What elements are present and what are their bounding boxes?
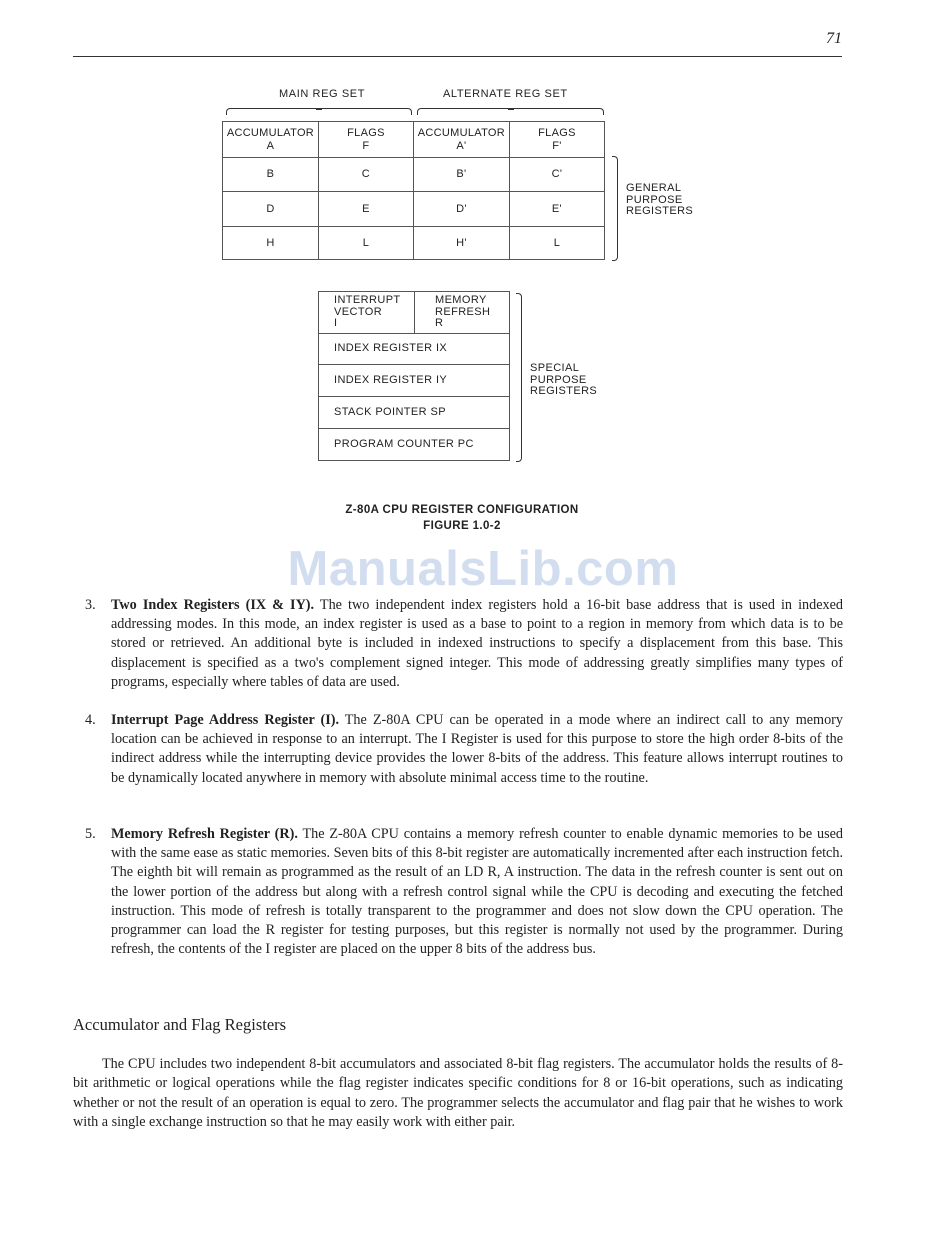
figure-caption-title: Z-80A CPU REGISTER CONFIGURATION	[345, 504, 579, 516]
cell-line: MEMORY	[435, 294, 487, 307]
alternate-reg-set-label: ALTERNATE REG SET	[443, 88, 568, 100]
register-letter: F'	[552, 139, 562, 152]
cell-line: INTERRUPT	[334, 294, 401, 307]
item-title: Two Index Registers (IX & IY).	[111, 597, 315, 613]
stack-pointer-cell: STACK POINTER SP	[319, 397, 510, 429]
special-register-grid	[318, 291, 510, 461]
memory-refresh-cell	[415, 292, 510, 334]
register-cell	[223, 122, 319, 158]
register-cell: L	[509, 227, 604, 260]
register-cell: C	[318, 158, 413, 192]
register-cell: B'	[413, 158, 509, 192]
brace-label-line: SPECIAL	[530, 362, 580, 374]
register-cell: D'	[413, 192, 509, 227]
item-number: 4.	[85, 712, 96, 728]
general-purpose-brace	[612, 156, 618, 261]
program-counter-cell: PROGRAM COUNTER PC	[319, 429, 510, 461]
register-name: FLAGS	[538, 126, 576, 139]
cell-line: R	[435, 317, 444, 330]
item-text: The two independent index registers hold a 16-bit base address that is used in indexed addressing modes. In this mode, an index register is used as a base to point to a region in memory from which data is to be stored or retrieved. An additional byte is included in indexed instructions to specify a displacement from this base. This displacement is specified as a two's complement signed integer. This mode of addressing greatly simplifies many types of programs, especially where tables of data are used.	[111, 597, 844, 690]
register-cell	[318, 122, 413, 158]
general-purpose-label	[626, 183, 693, 218]
register-cell: C'	[509, 158, 604, 192]
register-cell: E	[318, 192, 413, 227]
section-heading: Accumulator and Flag Registers	[73, 1015, 287, 1034]
watermark: ManualsLib.com	[287, 542, 679, 596]
cell-line: I	[334, 317, 338, 330]
main-set-brace	[226, 108, 412, 115]
interrupt-vector-cell	[319, 292, 415, 334]
list-item	[85, 711, 843, 788]
register-name: ACCUMULATOR	[417, 126, 506, 139]
register-cell	[509, 122, 604, 158]
section-paragraph: The CPU includes two independent 8-bit accumulators and associated 8-bit flag registers. The accumulator holds the results of 8-bit arithmetic or logical operations while the flag register indicates specific conditions for 8 or 16-bit operations, such as indicating whether or not the result of an operation is equal to zero. The programmer selects the accumulator and flag pair that he wishes to work with a single exchange instruction so that he may easily work with either pair.	[73, 1056, 843, 1131]
special-purpose-label	[530, 363, 597, 398]
special-purpose-brace	[516, 293, 522, 462]
item-text: The Z-80A CPU contains a memory refresh counter to enable dynamic memories to be used with the same ease as static memories. Seven bits of this 8-bit register are automatically incremented after each instruction fetch. The eighth bit will remain as programmed as the result of an LD R, A instruction. The data in the refresh counter is sent out on the lower portion of the address but along with a refresh control signal while the CPU is decoding and executing the fetched instruction. This mode of refresh is totally transparent to the programmer and does not slow down the CPU operation. The programmer can load the R register for testing purposes, but this register is normally not used by the programmer. During refresh, the contents of the I register are placed on the upper 8 bits of the address bus.	[111, 826, 843, 958]
index-register-iy-cell: INDEX REGISTER IY	[319, 365, 510, 397]
register-letter: F	[362, 139, 370, 152]
register-cell: L	[318, 227, 413, 260]
brace-label-line: PURPOSE	[626, 193, 683, 206]
brace-label-line: REGISTERS	[626, 205, 694, 217]
register-name: FLAGS	[347, 126, 385, 139]
item-title: Interrupt Page Address Register (I).	[111, 712, 340, 728]
item-title: Memory Refresh Register (R).	[111, 826, 298, 842]
figure-caption-number: FIGURE 1.0-2	[423, 520, 501, 532]
brace-label-line: GENERAL	[626, 182, 682, 194]
alternate-set-brace	[417, 108, 604, 115]
register-cell: H'	[413, 227, 509, 260]
register-cell	[413, 122, 509, 158]
brace-label-line: REGISTERS	[530, 385, 598, 397]
general-register-grid	[222, 121, 605, 260]
item-number: 5.	[85, 826, 96, 842]
main-reg-set-label: MAIN REG SET	[279, 88, 366, 100]
register-cell: E'	[509, 192, 604, 227]
index-register-ix-cell: INDEX REGISTER IX	[319, 334, 510, 365]
register-letter: A	[266, 139, 275, 152]
cell-line: VECTOR	[334, 305, 383, 318]
item-number: 3.	[85, 597, 96, 613]
cell-line: REFRESH	[435, 305, 491, 318]
header-rule	[73, 56, 842, 57]
register-name: ACCUMULATOR	[226, 126, 315, 139]
page-number: 71	[826, 30, 842, 47]
register-letter: A'	[456, 139, 467, 152]
list-item	[85, 825, 843, 959]
list-item	[85, 596, 844, 692]
register-cell: B	[223, 158, 319, 192]
register-cell: H	[223, 227, 319, 260]
brace-label-line: PURPOSE	[530, 373, 587, 386]
item-text: The Z-80A CPU can be operated in a mode where an indirect call to any memory location can be achieved in response to an interrupt. The I Register is used for this purpose to store the high order 8-bits of the indirect address while the interrupting device provides the lower 8-bits of the address. This feature allows interrupt routines to be dynamically located anywhere in memory with absolute minimal access time to the routine.	[111, 712, 843, 786]
register-cell: D	[223, 192, 319, 227]
